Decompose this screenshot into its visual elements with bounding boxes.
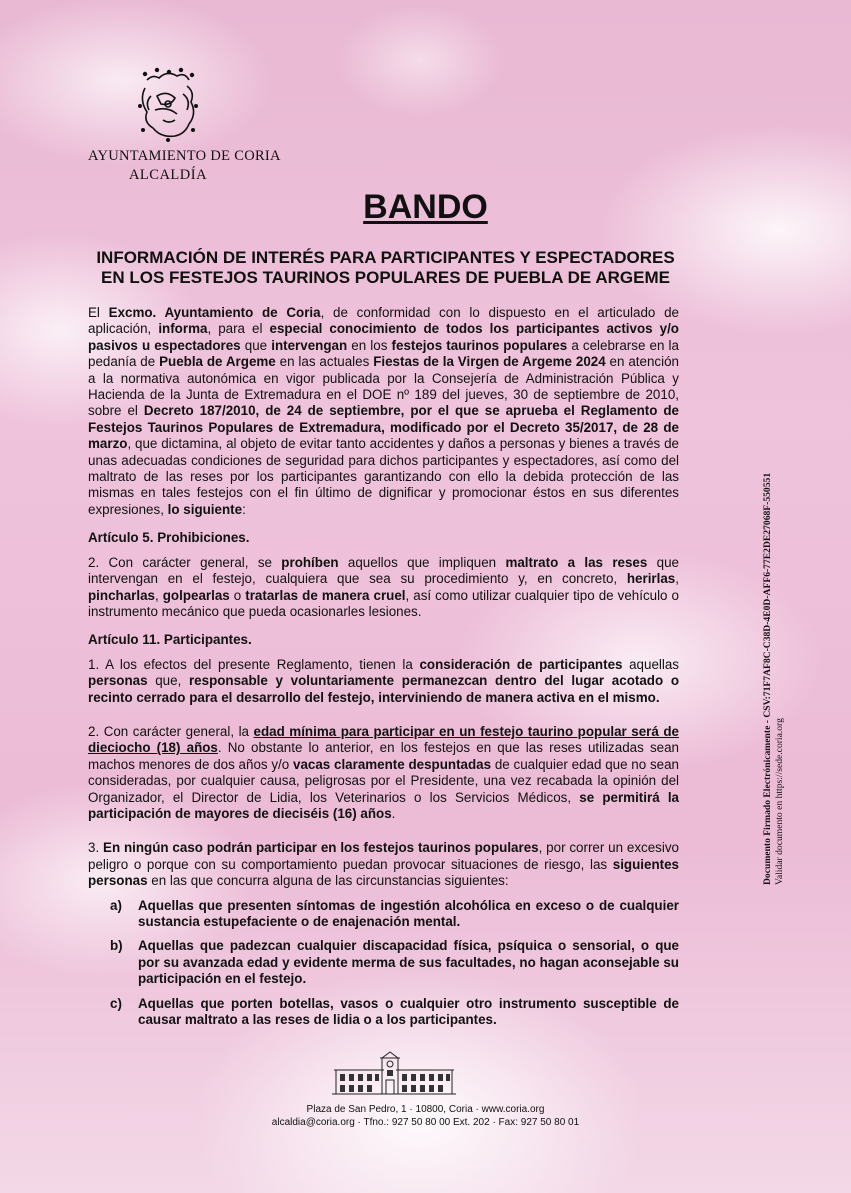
town-hall-building-icon xyxy=(330,1048,458,1101)
document-body xyxy=(88,305,679,1036)
list-item xyxy=(88,898,679,931)
org-department: ALCALDÍA xyxy=(128,167,208,183)
subtitle-line-1: INFORMACIÓN DE INTERÉS PARA PARTICIPANTES Y ESPECTADORES xyxy=(96,248,675,267)
org-name: AYUNTAMIENTO DE CORIA xyxy=(88,148,281,164)
list-item xyxy=(88,996,679,1029)
municipal-logo xyxy=(88,66,281,184)
list-item-text: Aquellas que presenten síntomas de ingestión alcohólica en exceso o de cualquier sustancia estupefaciente o de enajenación mental. xyxy=(138,897,679,929)
signature-csv: Documento Firmado Electrónicamente - CSV:71F7AF8C-C38D-4E0D-AFF6-77E2DE27068F-550551 xyxy=(762,472,773,885)
article-5-paragraph: 2. Con carácter general, se prohíben aquellos que impliquen maltrato a las reses que intervengan en el festejo, cualquiera que sea su procedimiento y, en concreto, herirlas, pincharlas, golpearlas o tratarlas de manera cruel, así como utilizar cualquier tipo de vehículo o instrumento mecánico que pueda ocasionarles lesiones. xyxy=(88,554,679,619)
article-11-paragraph-3: 3. En ningún caso podrán participar en los festejos taurinos populares, por correr un excesivo peligro o porque con su comportamiento puedan provocar situaciones de riesgo, las siguientes personas en las que concurra alguna de las circunstancias siguientes: xyxy=(88,840,679,889)
document-title: BANDO xyxy=(363,188,488,226)
list-marker: a) xyxy=(110,897,122,913)
document-subtitle xyxy=(70,248,701,288)
article-5-heading: Artículo 5. Prohibiciones. xyxy=(88,530,250,546)
article-11-paragraph-1: 1. A los efectos del presente Reglamento, tienen la consideración de participantes aquellas personas que, responsable y voluntariamente permanezcan dentro del lugar acotado o recinto cerrado para el desarrollo del festejo, interviniendo de manera activa en el mismo. xyxy=(88,656,679,705)
intro-paragraph: El Excmo. Ayuntamiento de Coria, de conformidad con lo dispuesto en el articulado de aplicación, informa, para el especial conocimiento de todos los participantes activos y/o pasivos u espectadores que intervengan en los festejos taurinos populares a celebrarse en la pedanía de Puebla de Argeme en las actuales Fiestas de la Virgen de Argeme 2024 en atención a la normativa autonómica en vigor publicada por la Consejería de Administración Pública y Hacienda de la Junta de Extremadura en el DOE nº 189 del jueves, 30 de septiembre de 2010, sobre el Decreto 187/2010, de 24 de septiembre, por el que se aprueba el Reglamento de Festejos Taurinos Populares de Extremadura, modificado por el Decreto 35/2017, de 28 de marzo, que dictamina, al objeto de evitar tanto accidentes y daños a personas y bienes a través de unas adecuadas condiciones de seguridad para dichos participantes y espectadores, así como del maltrato de las reses por los participantes garantizando con ello la debida protección de las mismas en tales festejos con el fin último de dignificar y promocionar éstos en sus diferentes expresiones, lo siguiente: xyxy=(88,305,680,517)
list-item-text: Aquellas que padezcan cualquier discapacidad física, psíquica o sensorial, o que por su avanzada edad y evidente merma de sus facultades, no hagan aconsejable su participación en el festejo. xyxy=(138,938,679,987)
list-marker: c) xyxy=(110,995,122,1011)
list-item-text: Aquellas que porten botellas, vasos o cualquier otro instrumento susceptible de causar maltrato a las reses de lidia o a los participantes. xyxy=(138,995,679,1028)
list-marker: b) xyxy=(110,938,123,954)
exclusion-list xyxy=(88,898,679,1029)
page-footer xyxy=(0,1103,851,1129)
subtitle-line-2: EN LOS FESTEJOS TAURINOS POPULARES DE PUEBLA DE ARGEME xyxy=(101,268,670,287)
list-item xyxy=(88,938,679,987)
coat-of-arms-icon xyxy=(135,66,201,144)
electronic-signature-stamp xyxy=(762,465,786,885)
footer-address: Plaza de San Pedro, 1 · 10800, Coria · www.coria.org xyxy=(306,1104,545,1115)
article-11-heading: Artículo 11. Participantes. xyxy=(88,632,252,648)
footer-contact: alcaldia@coria.org · Tfno.: 927 50 80 00 Ext. 202 · Fax: 927 50 80 01 xyxy=(271,1117,580,1128)
article-11-paragraph-2: 2. Con carácter general, la edad mínima para participar en un festejo taurino popular será de dieciocho (18) años. No obstante lo anterior, en los festejos en que las reses utilizadas sean machos menores de dos años y/o vacas claramente despuntadas de cualquier edad que no sean consideradas, por cualquier causa, peligrosas por el Presidente, una vez recabada la opinión del Organizador, el Director de Lidia, los Veterinarios o los Servicios Médicos, se permitirá la participación de mayores de dieciséis (16) años. xyxy=(88,723,680,821)
validation-link[interactable]: Validar documento en https://sede.coria.org xyxy=(774,718,785,885)
